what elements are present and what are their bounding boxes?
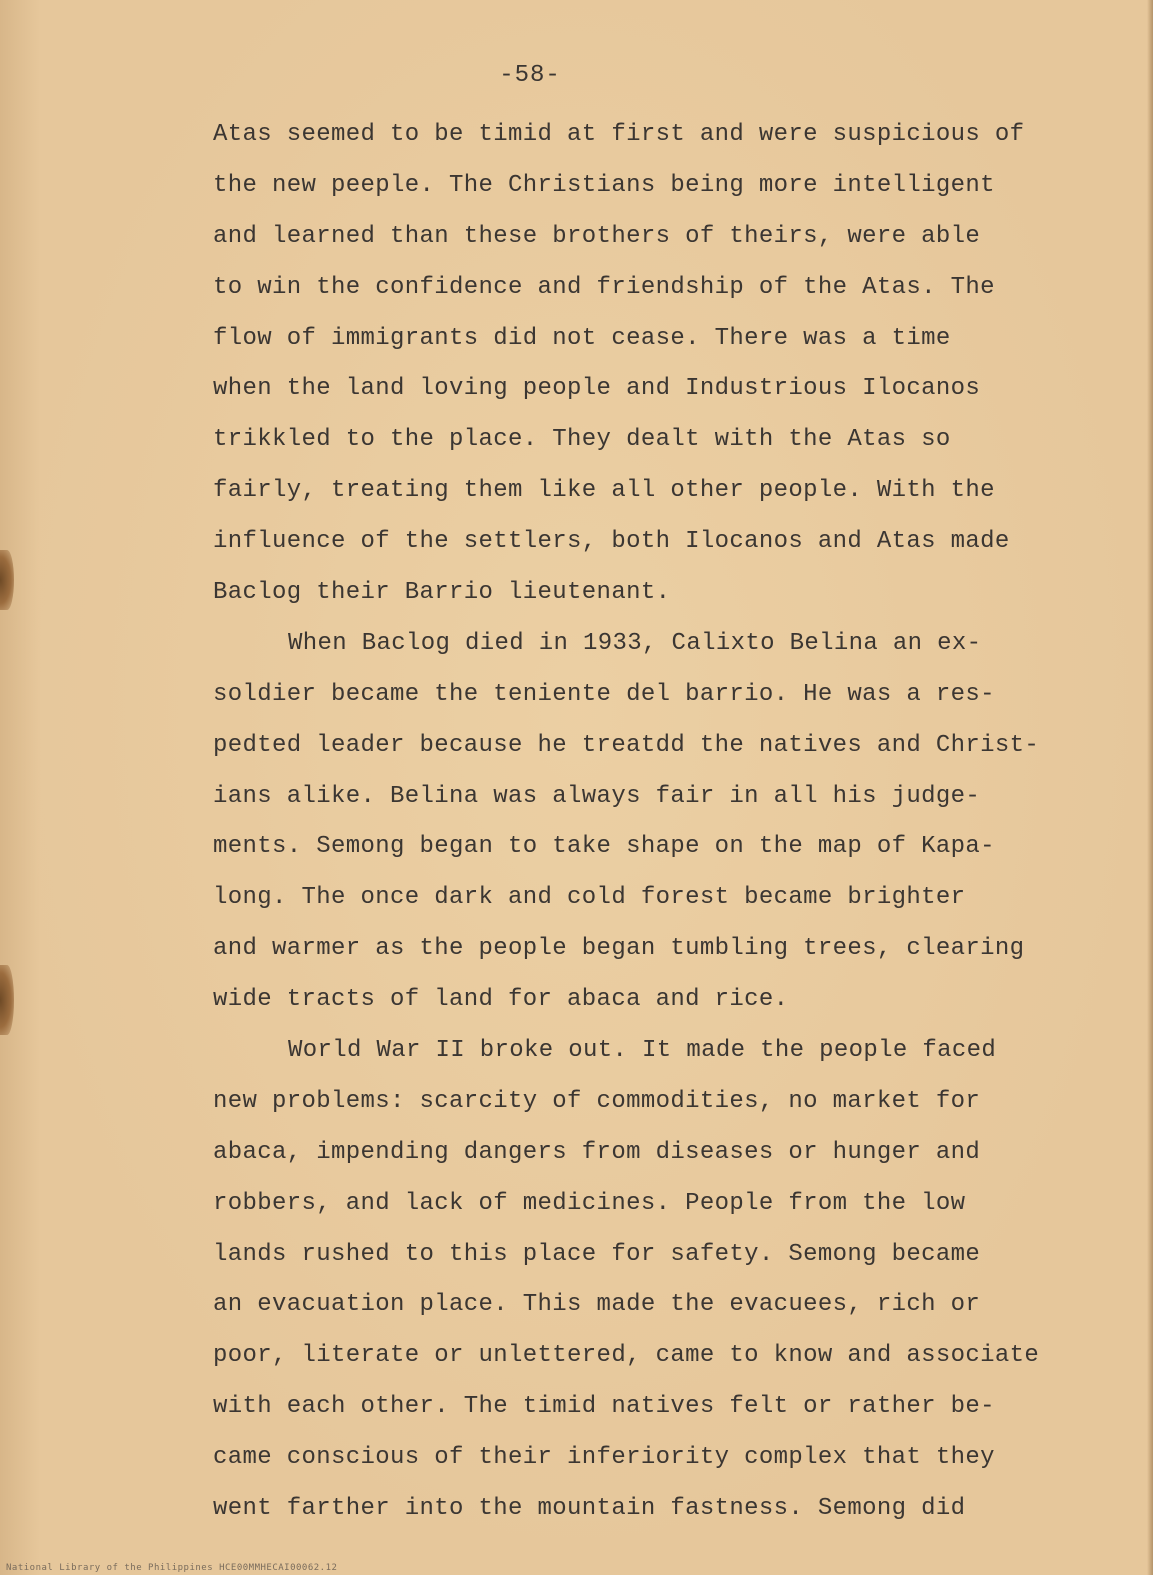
text-line: pedted leader because he treatdd the natives and Christ-: [213, 731, 1040, 759]
paragraph-start-line: World War II broke out. It made the people faced: [288, 1037, 997, 1065]
text-line: ians alike. Belina was always fair in all his judge-: [213, 782, 981, 810]
text-line: ments. Semong began to take shape on the map of Kapa-: [213, 833, 995, 861]
body-text: [213, 110, 1113, 1535]
text-line: Atas seemed to be timid at first and were suspicious of: [213, 121, 1025, 148]
text-line: trikkled to the place. They dealt with the Atas so: [213, 426, 951, 454]
text-line: new problems: scarcity of commodities, no market for: [213, 1087, 981, 1115]
binding-hole-lower: [0, 965, 14, 1035]
paragraph-start-line: When Baclog died in 1933, Calixto Belina an ex-: [288, 629, 982, 657]
text-line: Baclog their Barrio lieutenant.: [213, 579, 671, 607]
text-line: lands rushed to this place for safety. Semong became: [213, 1240, 981, 1268]
text-line: to win the confidence and friendship of the Atas. The: [213, 273, 995, 301]
text-line: and warmer as the people began tumbling trees, clearing: [213, 935, 1025, 963]
text-line: an evacuation place. This made the evacuees, rich or: [213, 1291, 981, 1319]
text-line: and learned than these brothers of theirs, were able: [213, 222, 981, 250]
text-line: poor, literate or unlettered, came to know and associate: [213, 1342, 1040, 1370]
text-line: went farther into the mountain fastness. Semong did: [213, 1495, 966, 1523]
text-line: the new peeple. The Christians being more intelligent: [213, 171, 995, 199]
text-line: came conscious of their inferiority complex that they: [213, 1444, 995, 1472]
text-line: fairly, treating them like all other people. With the: [213, 477, 995, 505]
text-line: long. The once dark and cold forest became brighter: [213, 884, 966, 912]
page-number: -58-: [499, 62, 561, 89]
text-line: influence of the settlers, both Ilocanos and Atas made: [213, 528, 1010, 556]
text-line: abaca, impending dangers from diseases or hunger and: [213, 1138, 981, 1166]
text-line: robbers, and lack of medicines. People from the low: [213, 1189, 966, 1217]
text-line: with each other. The timid natives felt or rather be-: [213, 1393, 995, 1421]
archive-footer: National Library of the Philippines HCE00MMHECAI00062.12: [6, 1563, 338, 1573]
page-right-edge-shadow: [1147, 0, 1153, 1575]
binding-hole-upper: [0, 550, 14, 610]
text-line: wide tracts of land for abaca and rice.: [213, 986, 789, 1014]
text-line: when the land loving people and Industrious Ilocanos: [213, 375, 981, 403]
text-line: soldier became the teniente del barrio. He was a res-: [213, 680, 995, 708]
text-line: flow of immigrants did not cease. There was a time: [213, 324, 951, 352]
